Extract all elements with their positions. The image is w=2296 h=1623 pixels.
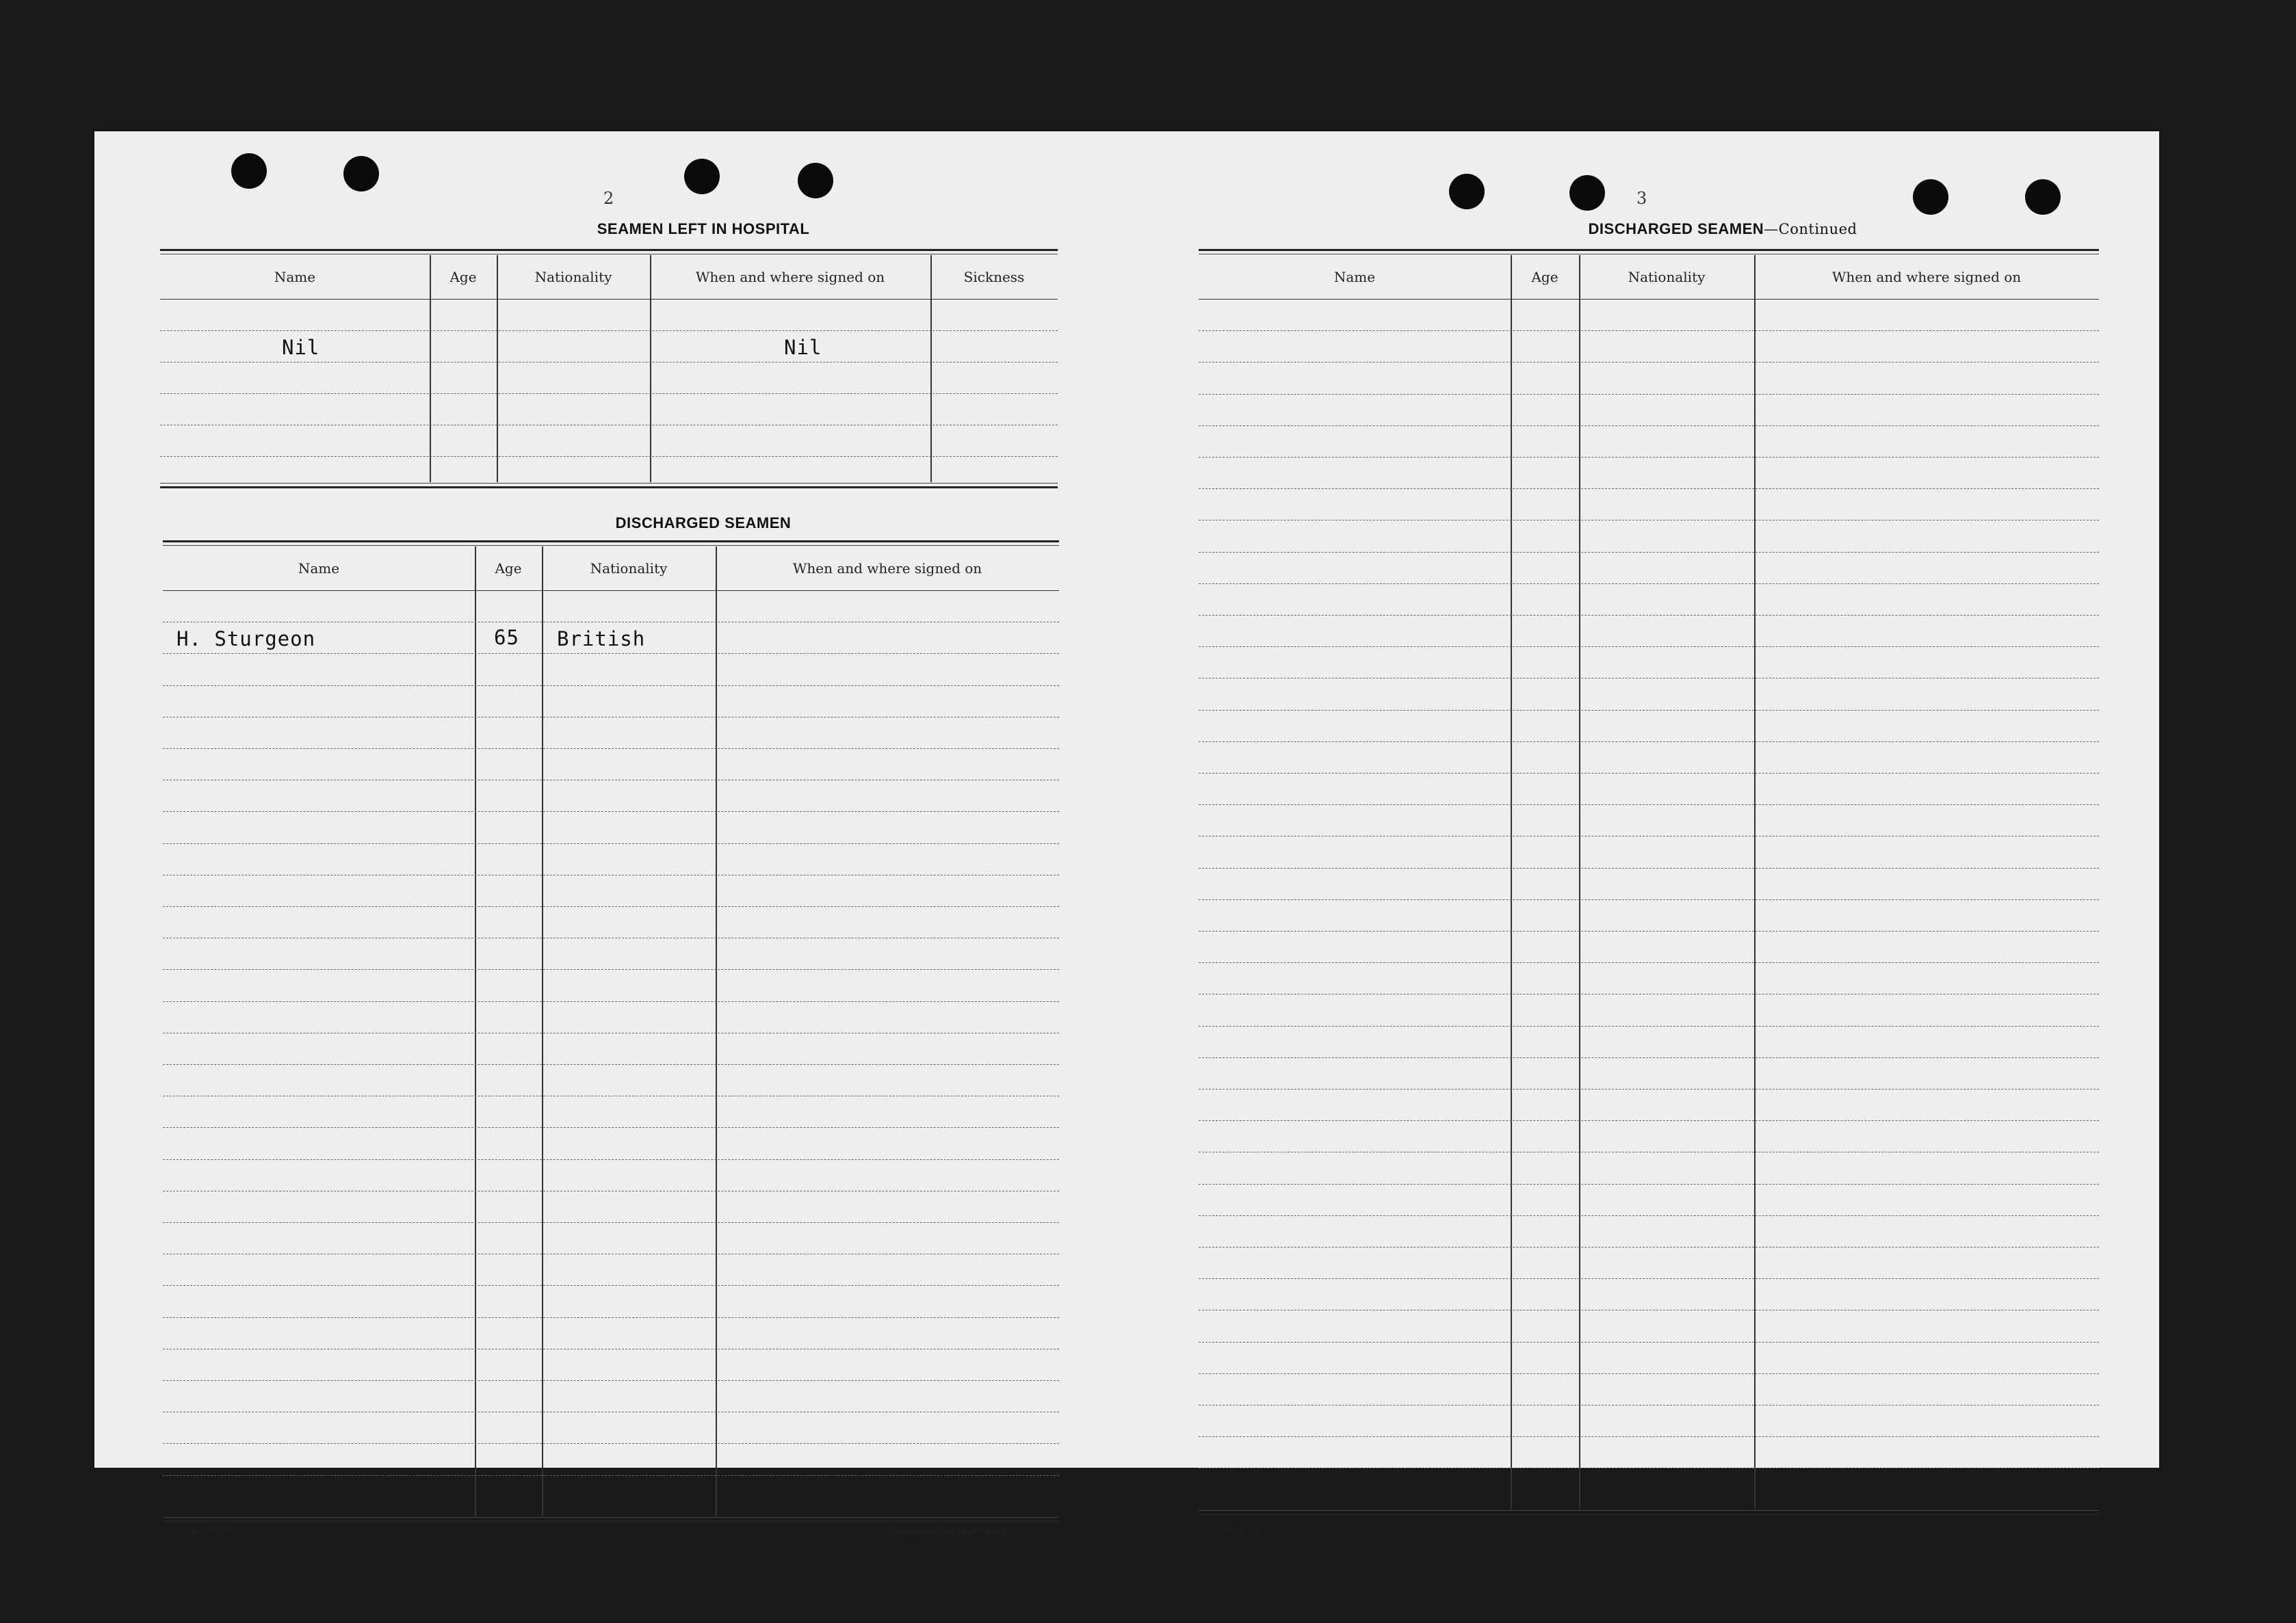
ruled-line: [163, 685, 1059, 686]
discharged-continued-main: DISCHARGED SEAMEN: [1588, 220, 1764, 237]
punch-hole: [2025, 179, 2061, 215]
page-number-left: 2: [603, 189, 614, 208]
discharged-row-nationality: British: [557, 627, 646, 650]
punch-hole: [798, 163, 833, 198]
hospital-header-age: Age: [449, 269, 477, 285]
discharged-table: [163, 540, 1059, 1522]
hospital-name-entry: Nil: [282, 336, 320, 359]
discharged-section-title: DISCHARGED SEAMEN: [615, 514, 792, 531]
ruled-line: [163, 1285, 1059, 1286]
ruled-line: [163, 1475, 1059, 1476]
ruled-line: [1199, 1215, 2099, 1216]
ruled-line: [1199, 804, 2099, 805]
ruled-line: [163, 748, 1059, 749]
ruled-line: [1199, 1247, 2099, 1248]
ruled-line: [163, 969, 1059, 970]
ruled-line: [163, 1064, 1059, 1065]
ruled-line: [163, 1127, 1059, 1128]
hospital-header-nationality: Nationality: [534, 269, 612, 285]
ruled-line: [163, 1001, 1059, 1002]
discharged-row-age: 65: [494, 626, 519, 649]
continued-header-age: Age: [1531, 269, 1558, 285]
discharged-continued-suffix: —Continued: [1764, 221, 1857, 237]
ruled-line: [1199, 488, 2099, 489]
ruled-line: [163, 843, 1059, 844]
ruled-line: [163, 1380, 1059, 1381]
ruled-line: [1199, 299, 2099, 300]
discharged-header-nationality: Nationality: [590, 560, 668, 577]
ruled-line: [1199, 583, 2099, 584]
ruled-line: [1199, 962, 2099, 963]
ruled-line: [1199, 1057, 2099, 1058]
hospital-header-name: Name: [274, 269, 316, 285]
ruled-line: [1199, 868, 2099, 869]
form-code-left: 1▸—17387: [187, 1527, 234, 1536]
document-sheet: [94, 131, 2159, 1536]
punch-hole: [231, 153, 267, 189]
page-number-right: 3: [1636, 189, 1647, 208]
ruled-line: [1199, 615, 2099, 616]
ruled-line: [1199, 931, 2099, 932]
ruled-line: [163, 906, 1059, 907]
ruled-line: [1199, 425, 2099, 426]
discharged-header-name: Name: [298, 560, 340, 577]
punch-hole: [1913, 179, 1948, 215]
discharged-row-name: H. Sturgeon: [177, 627, 316, 650]
continued-header-signed-on: When and where signed on: [1831, 269, 2022, 285]
ruled-line: [1199, 552, 2099, 553]
ruled-line: [1199, 1278, 2099, 1279]
ruled-line: [163, 1159, 1059, 1160]
discharged-header-signed-on: When and where signed on: [792, 560, 982, 577]
ruled-line: [163, 1317, 1059, 1318]
discharged-header-age: Age: [495, 560, 522, 577]
ruled-line: [1199, 646, 2099, 647]
punch-hole: [343, 156, 379, 192]
ruled-line: [1199, 1026, 2099, 1027]
ruled-line: [1199, 1120, 2099, 1121]
ruled-line: [163, 811, 1059, 812]
ruled-line: [1199, 1089, 2099, 1090]
hospital-table: [160, 249, 1058, 488]
punch-hole: [1569, 175, 1605, 211]
ruled-line: [163, 653, 1059, 654]
ruled-line: [1199, 330, 2099, 331]
hospital-signed-on-entry: Nil: [784, 336, 822, 359]
form-code-right: 16—17387: [1219, 1527, 1267, 1536]
hospital-header-signed-on: When and where signed on: [695, 269, 885, 285]
ruled-line: [1199, 394, 2099, 395]
discharged-continued-table: [1199, 249, 2099, 1516]
ruled-line: [1199, 1405, 2099, 1406]
discharged-continued-title: [1394, 220, 2051, 238]
punch-hole: [1449, 174, 1485, 209]
ruled-line: [1199, 710, 2099, 711]
ruled-line: [163, 1443, 1059, 1444]
continued-header-name: Name: [1333, 269, 1376, 285]
ruled-line: [1199, 899, 2099, 900]
hospital-header-sickness: Sickness: [963, 269, 1025, 285]
ruled-line: [163, 590, 1059, 591]
ruled-line: [1199, 1342, 2099, 1343]
continued-note: [CONTINUED ON NEXT PAGE]: [889, 1528, 1006, 1536]
punch-hole: [684, 159, 720, 194]
ruled-line: [163, 1222, 1059, 1223]
ruled-line: [1199, 773, 2099, 774]
ruled-line: [1199, 1373, 2099, 1374]
ruled-line: [1199, 1436, 2099, 1437]
continued-header-nationality: Nationality: [1628, 269, 1706, 285]
hospital-section-title: SEAMEN LEFT IN HOSPITAL: [597, 220, 810, 237]
ruled-line: [1199, 741, 2099, 742]
ruled-line: [1199, 457, 2099, 458]
ruled-line: [1199, 1184, 2099, 1185]
